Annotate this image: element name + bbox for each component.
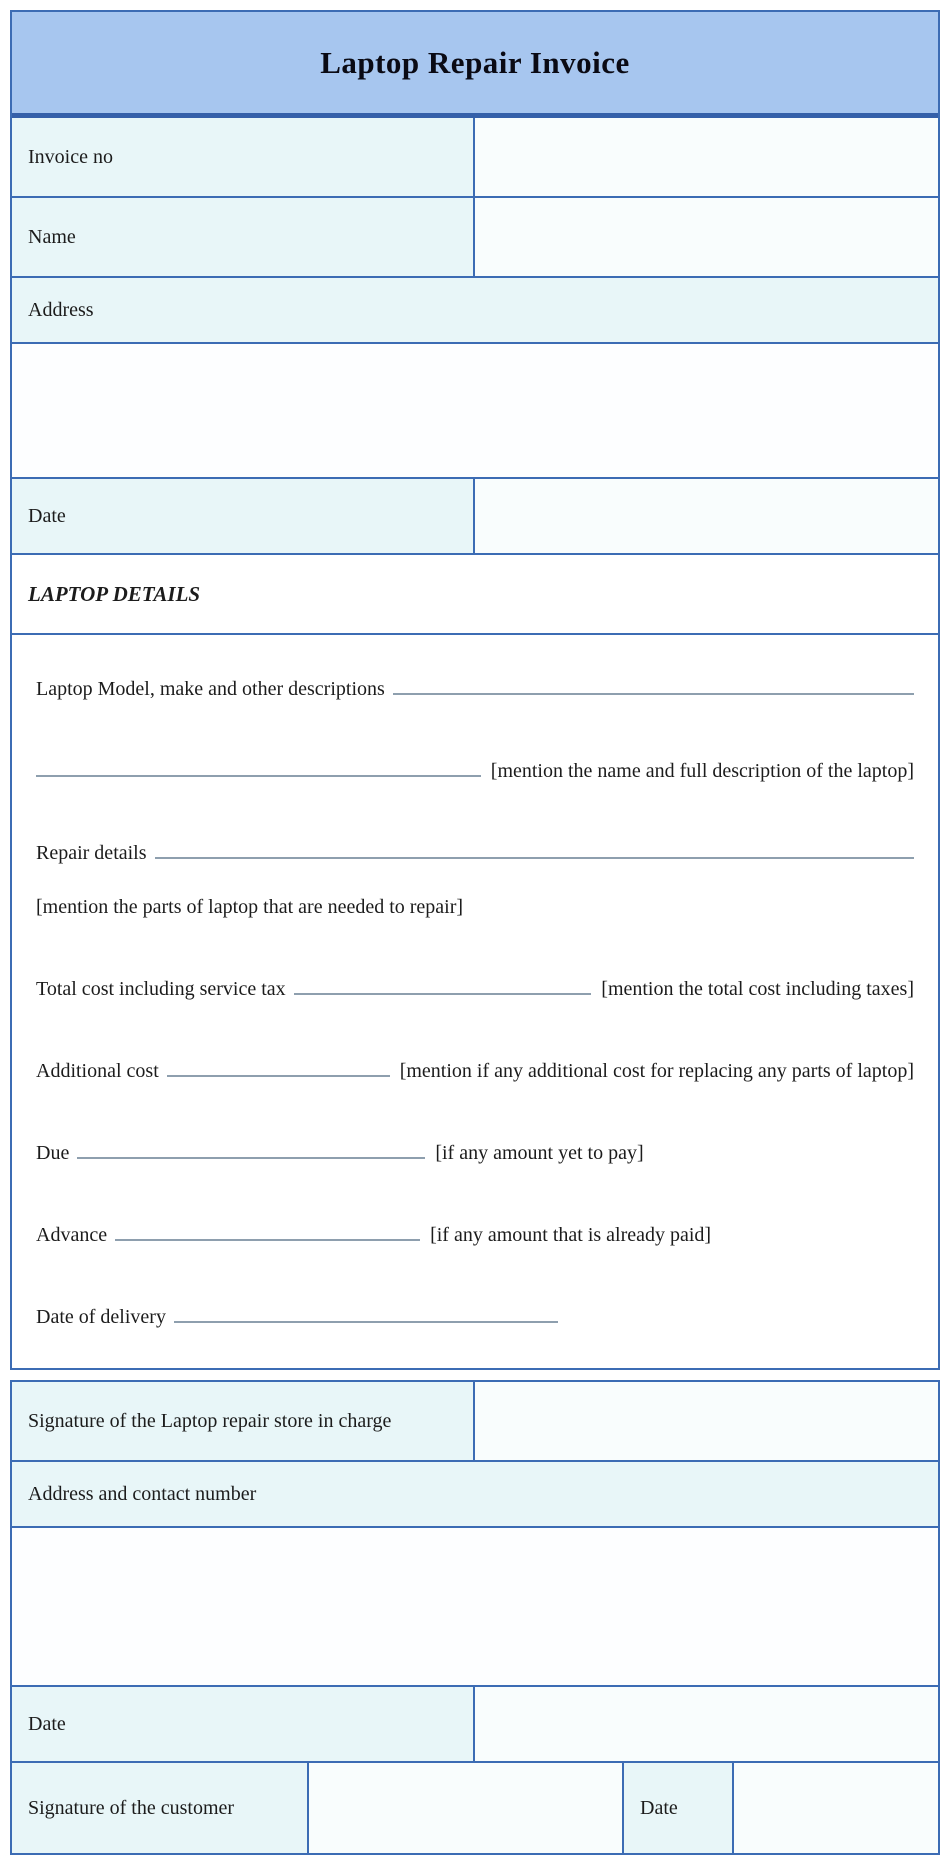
footer-date-row: [12, 1687, 938, 1763]
invoice-no-row: [12, 118, 938, 198]
laptop-model-fill-line[interactable]: [393, 679, 914, 695]
customer-date-label: Date: [640, 1796, 678, 1819]
customer-signature-input[interactable]: [309, 1763, 624, 1853]
address-label: Address: [28, 298, 94, 321]
store-signature-label: Signature of the Laptop repair store in charge: [28, 1409, 392, 1432]
laptop-model-label: Laptop Model, make and other descriptions: [36, 678, 385, 700]
name-label-cell: [12, 198, 475, 276]
customer-signature-row: [12, 1763, 938, 1853]
address-label-row: [12, 278, 938, 344]
advance-note: [if any amount that is already paid]: [430, 1224, 712, 1246]
invoice-no-label: Invoice no: [28, 145, 113, 168]
additional-cost-line: [36, 1059, 914, 1083]
laptop-model-note: [mention the name and full description of the laptop]: [490, 760, 914, 782]
invoice-form-table: [10, 10, 940, 1370]
laptop-details-heading: LAPTOP DETAILS: [28, 581, 201, 606]
date-label: Date: [28, 504, 66, 527]
invoice-no-input[interactable]: [475, 118, 938, 196]
repair-details-note: [mention the parts of laptop that are needed to repair]: [36, 896, 464, 918]
repair-details-fill-line[interactable]: [155, 843, 914, 859]
due-label: Due: [36, 1142, 70, 1164]
store-signature-label-cell: [12, 1382, 475, 1460]
total-cost-fill-line[interactable]: [294, 979, 592, 995]
customer-signature-label: Signature of the customer: [28, 1796, 235, 1819]
delivery-date-fill-line[interactable]: [174, 1307, 558, 1323]
customer-date-input[interactable]: [734, 1763, 938, 1853]
address-input-row: [12, 344, 938, 479]
address-label-cell: [12, 278, 938, 342]
customer-signature-label-cell: [12, 1763, 309, 1853]
address-contact-input-row: [12, 1528, 938, 1687]
laptop-details-heading-cell: [12, 555, 938, 633]
footer-date-input[interactable]: [475, 1687, 938, 1761]
laptop-model-fill-line-2[interactable]: [36, 761, 481, 777]
laptop-model-continuation-line: [36, 759, 914, 783]
page-title: Laptop Repair Invoice: [12, 12, 938, 118]
invoice-no-label-cell: [12, 118, 475, 196]
address-contact-label: Address and contact number: [28, 1482, 257, 1505]
due-fill-line[interactable]: [77, 1143, 425, 1159]
address-contact-label-cell: [12, 1462, 938, 1526]
laptop-details-heading-row: [12, 555, 938, 635]
repair-details-note-line: [36, 895, 914, 919]
customer-date-label-cell: [624, 1763, 734, 1853]
address-contact-input[interactable]: [12, 1528, 938, 1685]
laptop-details-row: [12, 635, 938, 1368]
address-contact-label-row: [12, 1462, 938, 1528]
signature-table: [10, 1380, 940, 1855]
advance-label: Advance: [36, 1224, 108, 1246]
additional-cost-note: [mention if any additional cost for replacing any parts of laptop]: [399, 1060, 914, 1082]
name-label: Name: [28, 225, 76, 248]
footer-date-label: Date: [28, 1712, 66, 1735]
laptop-model-line: [36, 677, 914, 701]
additional-cost-fill-line[interactable]: [167, 1061, 390, 1077]
store-signature-row: [12, 1382, 938, 1462]
date-row: [12, 479, 938, 555]
address-input[interactable]: [12, 344, 938, 477]
footer-date-label-cell: [12, 1687, 475, 1761]
delivery-date-line: [36, 1305, 914, 1329]
repair-details-line: [36, 841, 914, 865]
advance-line: [36, 1223, 914, 1247]
store-signature-input[interactable]: [475, 1382, 938, 1460]
date-input[interactable]: [475, 479, 938, 553]
name-input[interactable]: [475, 198, 938, 276]
date-label-cell: [12, 479, 475, 553]
name-row: [12, 198, 938, 278]
due-line: [36, 1141, 914, 1165]
additional-cost-label: Additional cost: [36, 1060, 159, 1082]
delivery-date-label: Date of delivery: [36, 1306, 166, 1328]
total-cost-label: Total cost including service tax: [36, 978, 286, 1000]
total-cost-note: [mention the total cost including taxes]: [601, 978, 914, 1000]
advance-fill-line[interactable]: [115, 1225, 420, 1241]
laptop-details-section: [12, 635, 938, 1368]
due-note: [if any amount yet to pay]: [435, 1142, 644, 1164]
total-cost-line: [36, 977, 914, 1001]
repair-details-label: Repair details: [36, 842, 147, 864]
